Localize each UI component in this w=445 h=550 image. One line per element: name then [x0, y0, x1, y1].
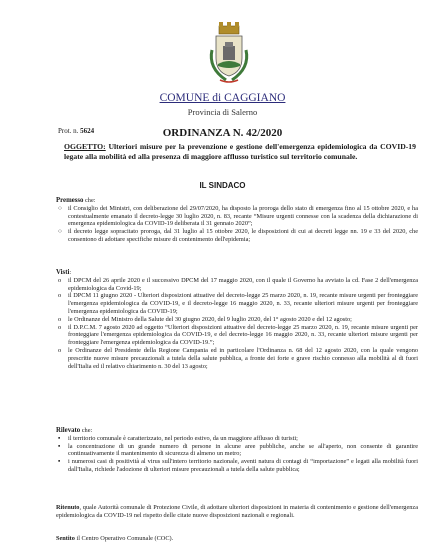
sentito-paragraph: Sentito il Centro Operativo Comunale (COC). — [56, 535, 174, 542]
municipality-name: COMUNE di CAGGIANO — [159, 92, 286, 104]
list-item: ○ il decreto legge sopracitato proroga, dal 31 luglio al 15 ottobre 2020, le disposizioni di cui ai decreti legge nn. 19 e 33 del 2020, che consentono di adottare specifiche misure di contenimento dell'epidemia; — [58, 228, 418, 243]
bullet-icon: o — [58, 315, 62, 323]
premesso-heading: Premesso che: — [56, 197, 96, 204]
protocol-number: Prot. n. 5624 — [58, 127, 95, 135]
list-item: ▪ il territorio comunale è caratterizzato, nel periodo estivo, da un maggiore afflusso di turisti; — [58, 434, 298, 442]
list-item: ▪ la concentrazione di un grande numero di persone in alcune aree pubbliche, anche se all'aperto, non consente di garantire continuativamente il mantenimento di sicurezza di almeno un metro; — [58, 442, 418, 458]
list-item: o le Ordinanze del Presidente della Regione Campania ed in particolare l'Ordinanza n. 68 del 12 agosto 2020, con la quale vengono prescritte nuove misure precauzionali a tutela della salute pubblica, a fronte dei forte e grave rischio connesso alla mobilità al di fuori dell'Italia ed il relativo chiarimento n. 30 del 13 agosto; — [58, 346, 418, 370]
list-item: o il DPCM del 26 aprile 2020 e il successivo DPCM del 17 maggio 2020, con il quale il Governo ha avviato la cd. Fase 2 dell'emergenza epidemiologica da Covid-19; — [58, 276, 418, 292]
mayor-heading: IL SINDACO — [199, 181, 246, 190]
bullet-icon: ○ — [58, 228, 62, 236]
bullet-icon: o — [58, 346, 62, 354]
province-name: Provincia di Salerno — [187, 107, 258, 117]
subject-paragraph — [64, 142, 416, 161]
premesso-section — [56, 197, 418, 244]
rilevato-section — [56, 427, 418, 474]
ordinance-title: ORDINANZA N. 42/2020 — [162, 127, 283, 139]
bullet-icon: o — [58, 276, 62, 284]
list-item: o le Ordinanze del Ministro della Salute del 30 giugno 2020, del 9 luglio 2020, del 1° agosto 2020 e del 12 agosto; — [58, 315, 352, 323]
list-item: o il D.P.C.M. 7 agosto 2020 ad oggetto “Ulteriori disposizioni attuative del decreto-legge 25 marzo 2020, n. 19, recante misure urgenti per fronteggiare l'emergenza epidemiologica da COVID-19, e del decreto-legge 16 maggio 2020, n. 33, recante ulteriori misure urgenti per fronteggiare l'emergenza epidemiologica da COVID-19.”; — [58, 323, 418, 347]
bullet-icon: o — [58, 323, 62, 331]
subject-label: OGGETTO: — [64, 142, 106, 151]
list-item: ○ il Consiglio dei Ministri, con deliberazione del 29/07/2020, ha disposto la proroga dello stato di emergenza fino al 15 ottobre 2020, e ha contestualmente emanato il decreto-legge 30 luglio 2020, n. 83, recante “Misure urgenti connesse con la scadenza della dichiarazione di emergenza epidemiologica da COVID-19 deliberata il 31 gennaio 2020”; — [58, 204, 418, 228]
list-item: ▪ i numerosi casi di positività al virus sull'intero territorio nazionale, aventi natura di contagi di “importazione” e legati alla mobilità fuori dall'Italia, richiede l'adozione di ulteriori misure precauzionali a tutela della salute pubblica; — [58, 458, 418, 473]
bullet-icon: o — [58, 292, 62, 300]
rilevato-heading: Rilevato che: — [56, 427, 93, 434]
bullet-icon: ▪ — [58, 458, 61, 466]
visti-heading: Visti: — [56, 269, 72, 276]
bullet-icon: ○ — [58, 204, 62, 212]
ritenuto-paragraph: Ritenuto, quale Autorità comunale di Protezione Civile, di adottare ulteriori disposizioni in materia di contenimento e gestione dell'emergenza epidemiologica da COVID-19 nel rispetto delle citate nuove disposizioni nazionali e regionali. — [56, 504, 418, 519]
municipal-coat-of-arms-icon — [206, 20, 252, 86]
subject-text: Ulteriori misure per la prevenzione e gestione dell'emergenza epidemiologica da COVID-19 legate alla mobilità ed alla presenza di maggiore afflusso turistico sul territorio comunale. — [64, 142, 416, 161]
list-item: o il DPCM 11 giugno 2020 - Ulteriori disposizioni attuative del decreto-legge 25 marzo 2020, n. 19, recante misure urgenti per fronteggiare l'emergenza epidemiologica da COVID-19, e il decreto-legge 16 maggio 2020, n. 33, recante ulteriori misure urgenti per fronteggiare l'emergenza epidemiologica da COVID-19; — [58, 292, 418, 315]
bullet-icon: ▪ — [58, 434, 61, 442]
visti-section — [56, 269, 418, 370]
bullet-icon: ▪ — [58, 442, 61, 450]
